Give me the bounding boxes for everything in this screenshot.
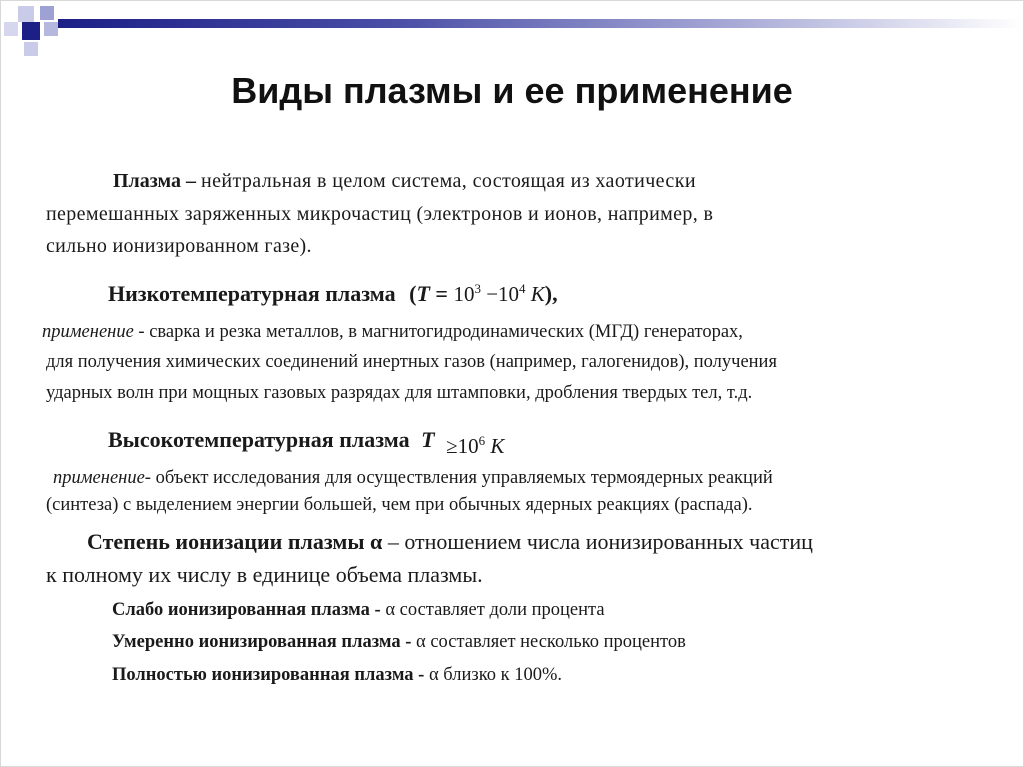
low-temp-usage-line-3: ударных волн при мощных газовых разрядах для штамповки, дробления твердых тел, т.д.	[46, 383, 753, 403]
definition-dash: –	[186, 170, 197, 192]
formula-base-2: 10	[498, 282, 520, 306]
ionization-dash: –	[387, 529, 399, 554]
low-temp-usage-text-1: - сварка и резка металлов, в магнитогидродинамических (МГД) генераторах,	[138, 322, 743, 342]
alpha-symbol: α	[428, 665, 439, 685]
high-temp-usage-line-2: (синтеза) с выделением энергии большей, чем при обычных ядерных реакциях (распада).	[46, 495, 753, 515]
formula-unit: K	[530, 282, 545, 306]
alpha-symbol: α	[370, 529, 383, 554]
low-temp-usage-line-2: для получения химических соединений инертных газов (например, галогенидов), получения	[46, 352, 777, 372]
high-temp-var: T	[421, 427, 435, 452]
corner-decoration	[0, 0, 70, 60]
definition-line-2: перемешанных заряженных микрочастиц (электронов и ионов, например, в	[46, 203, 714, 225]
ionization-level-3	[112, 660, 562, 690]
level-text: составляет несколько процентов	[430, 632, 686, 652]
formula-unit: K	[490, 434, 505, 458]
level-label: Умеренно ионизированная плазма -	[112, 632, 412, 652]
formula-exp-2: 4	[519, 281, 526, 296]
high-temp-usage-text-1: объект исследования для осуществления управляемых термоядерных реакций	[155, 468, 773, 488]
ionization-level-1	[112, 595, 605, 625]
ionization-heading: Степень ионизации плазмы	[87, 529, 365, 554]
level-label: Слабо ионизированная плазма -	[112, 600, 381, 620]
low-temp-close: ),	[544, 281, 558, 306]
alpha-symbol: α	[385, 600, 396, 620]
low-temp-eq: =	[435, 281, 448, 306]
formula-base-1: 10	[453, 282, 475, 306]
definition-text-1: нейтральная в целом система, состоящая из хаотически	[201, 170, 696, 192]
high-temp-usage-line-1	[53, 463, 773, 493]
title-accent-bar	[58, 19, 1022, 28]
formula-exp: 6	[478, 433, 486, 448]
definition-term: Плазма	[113, 170, 182, 192]
formula-minus: −	[486, 282, 499, 306]
ionization-text-1: отношением числа ионизированных частиц	[404, 529, 813, 554]
high-temp-formula	[446, 434, 504, 458]
ionization-level-2	[112, 627, 686, 657]
low-temp-heading-line	[108, 274, 558, 309]
low-temp-heading: Низкотемпературная плазма	[108, 281, 396, 306]
definition-line-3: сильно ионизированном газе).	[46, 235, 312, 257]
slide-title: Виды плазмы и ее применение	[231, 70, 793, 111]
formula-base: 10	[457, 434, 479, 458]
ionization-line-1	[87, 527, 813, 557]
level-text: составляет доли процента	[399, 600, 605, 620]
high-temp-heading-line	[108, 420, 505, 458]
low-temp-formula	[453, 282, 544, 306]
high-temp-usage-label: применение-	[53, 468, 151, 488]
low-temp-var: T	[416, 281, 430, 306]
formula-exp-1: 3	[474, 281, 481, 296]
definition-line-1	[113, 166, 696, 196]
level-text: близко к 100%.	[443, 665, 563, 685]
low-temp-usage-line-1	[42, 317, 743, 347]
ionization-line-2: к полному их числу в единице объема плазмы.	[46, 562, 483, 587]
low-temp-open: (	[409, 281, 417, 306]
alpha-symbol: α	[416, 632, 426, 652]
high-temp-heading: Высокотемпературная плазма	[108, 427, 410, 452]
formula-ge: ≥	[446, 434, 458, 458]
level-label: Полностью ионизированная плазма -	[112, 665, 425, 685]
low-temp-usage-label: применение	[42, 322, 134, 342]
